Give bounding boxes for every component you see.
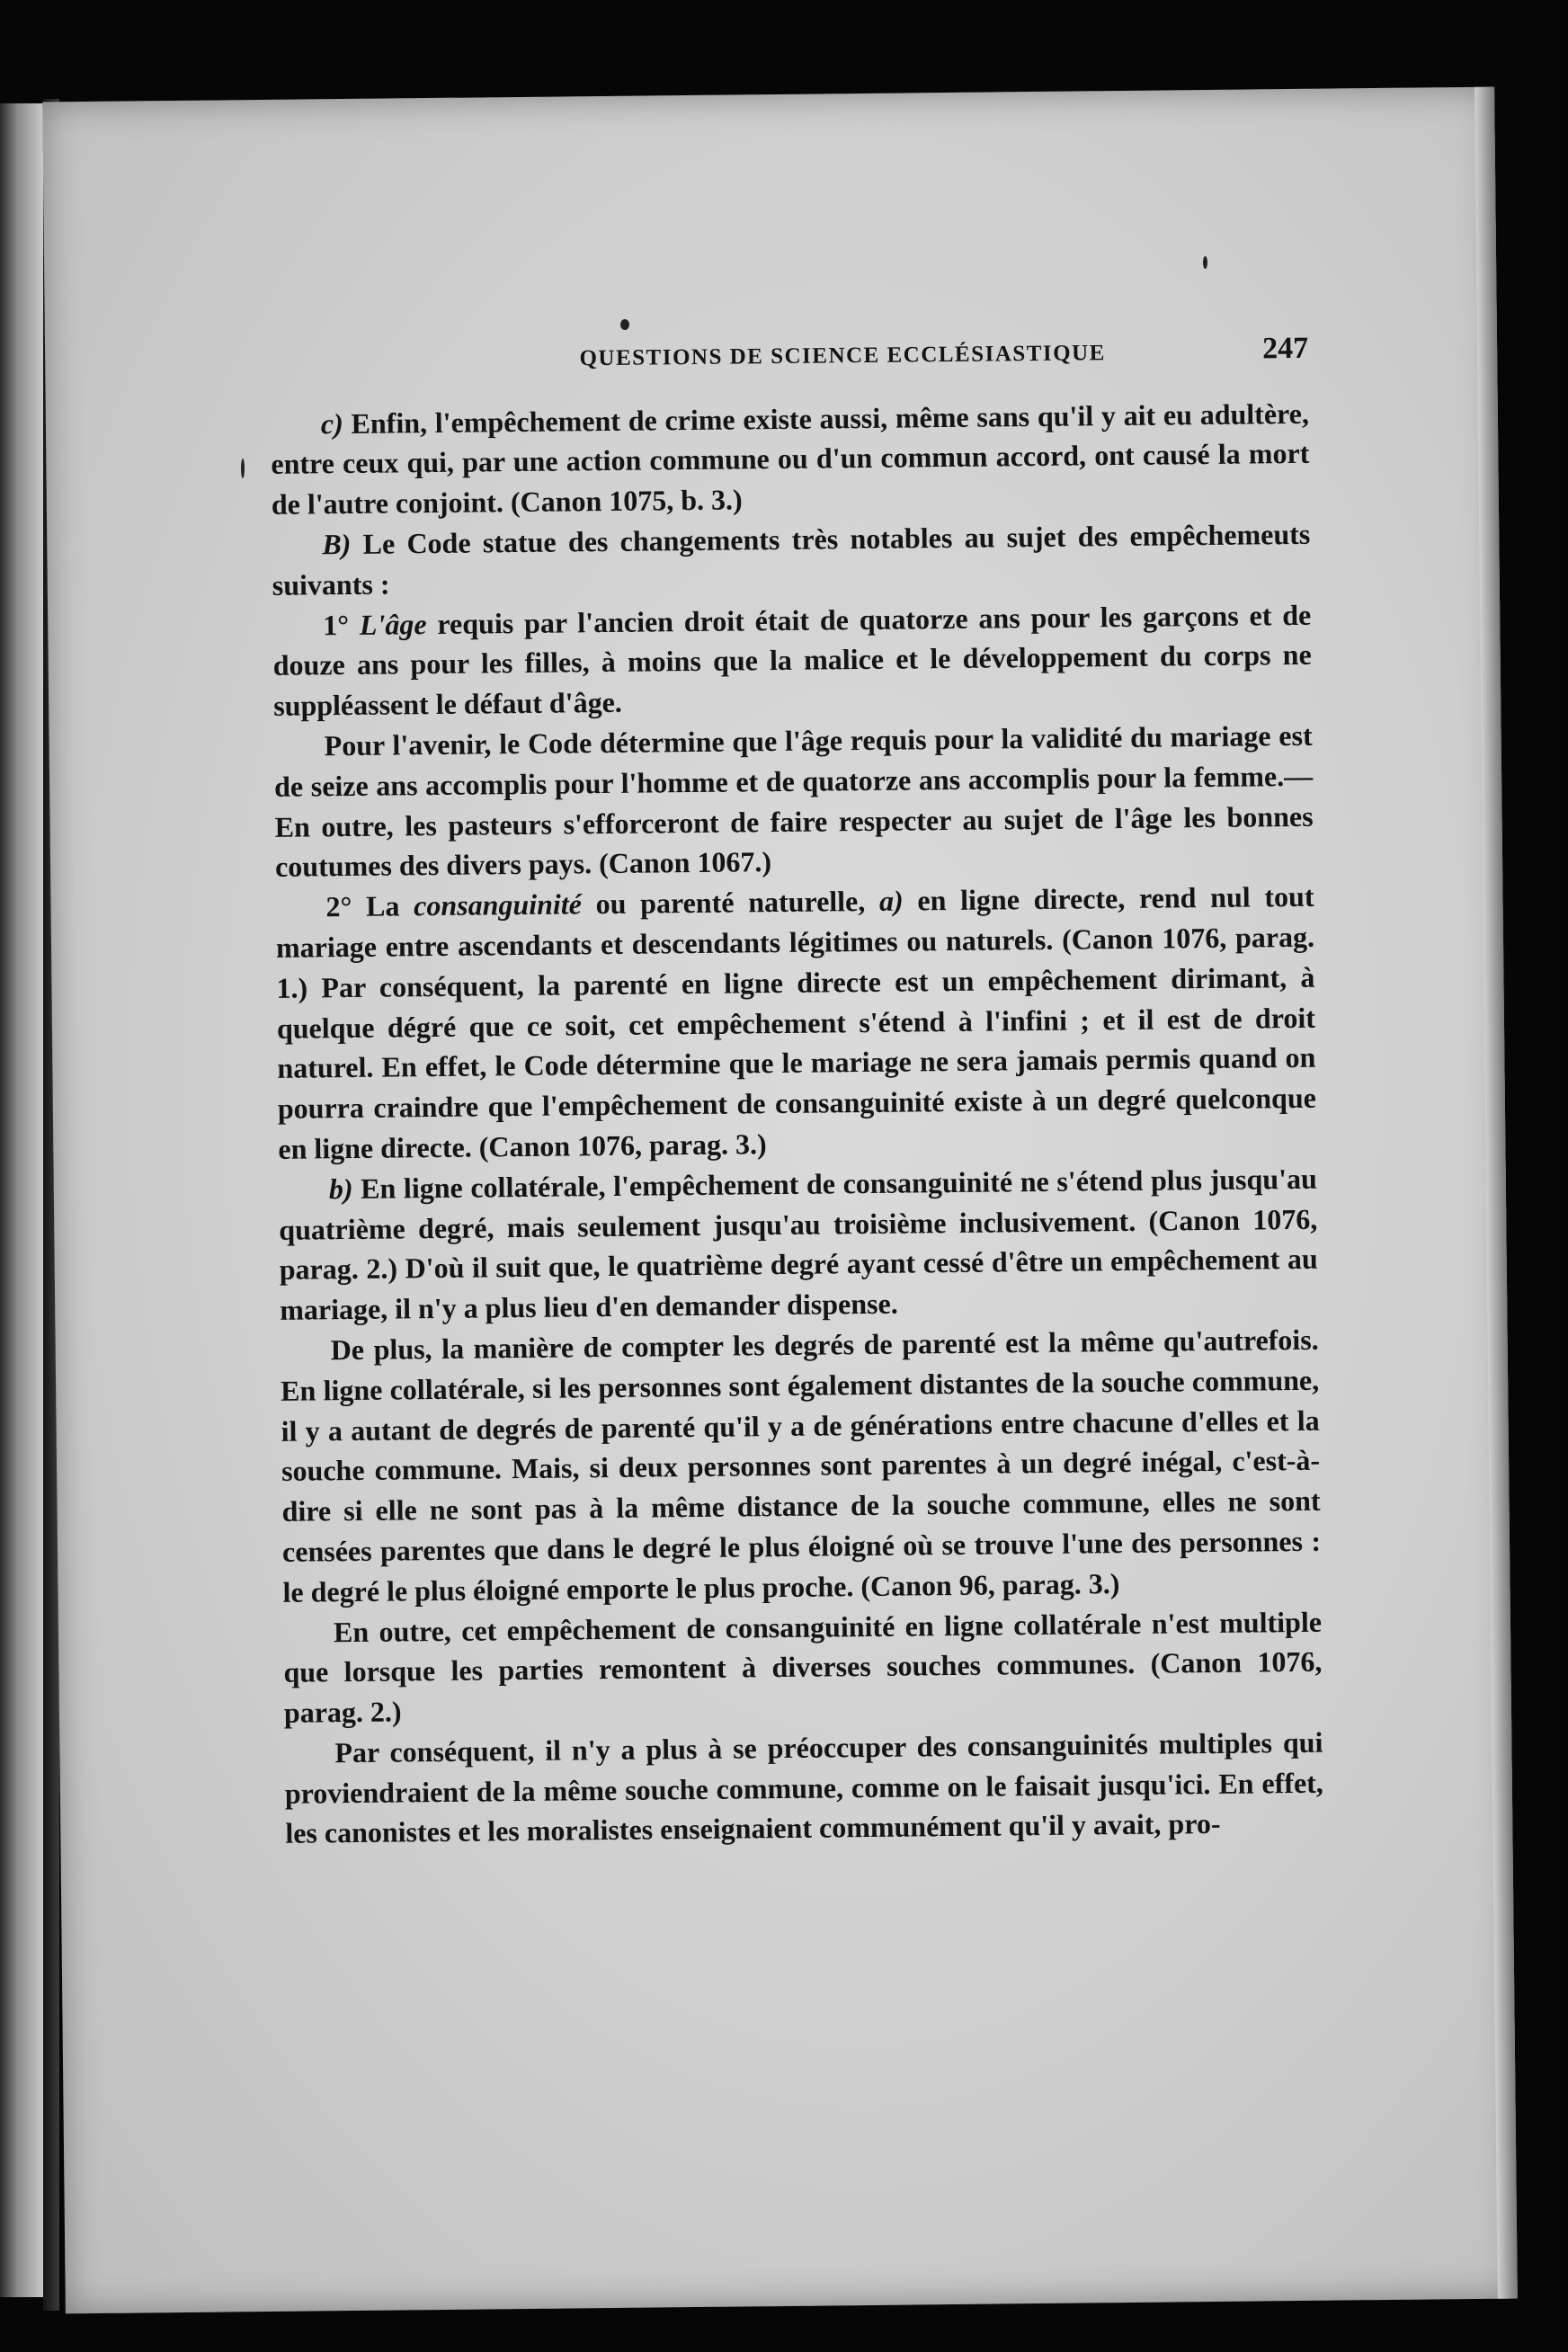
paragraph-text: Pour l'avenir, le Code détermine que l'âge requis pour la validité du mariage est de seize ans accomplis pour l'homme et de quatorze ans accomplis pour la femme.— En outre, les pasteurs s'efforceront de faire respecter au sujet de l'âge les bonnes coutumes des divers pays. (Canon 1067.) <box>273 718 1314 884</box>
paragraph-age-future <box>273 716 1314 887</box>
paragraph-text: requis par l'ancien droit était de quatorze ans pour les garçons et de douze ans pour les filles, à moins que la malice et le développement du corps ne suppléassent le défaut d'âge. <box>272 598 1312 723</box>
paragraph-text: en ligne directe, rend nul tout mariage entre ascendants et descendants légitimes ou naturels. (Canon 1076, parag. 1.) Par conséquent, la parenté en ligne directe est un empêchement dirimant, à quelque dégré que ce soit, cet empêchement s'étend à l'infini ; et il est de droit naturel. En effet, le Code détermine que le mariage ne sera jamais permis quand on pourra craindre que l'empêchement de consanguinité existe à un degré quelconque en ligne directe. (Canon 1076, parag. 3.) <box>275 879 1317 1165</box>
paragraph-term: consanguinité <box>413 887 583 922</box>
paragraph-consequence <box>284 1723 1323 1854</box>
previous-page-edge <box>0 103 43 2297</box>
paragraph-text: Par conséquent, il n'y a plus à se préoccuper des consanguinités multiples qui proviendraient de la même souche commune, comme on le faisait jusqu'ici. En effet, les canonistes et les moralistes enseignaient communément qu'il y avait, pro- <box>284 1725 1324 1850</box>
paragraph-number: 1° <box>323 608 350 641</box>
page-right-edge <box>1474 87 1518 2299</box>
paragraph-text: En outre, cet empêchement de consanguinité en ligne collatérale n'est multiple que lorsque les parties remontent à diverses souches communes. (Canon 1076, parag. 2.) <box>283 1605 1323 1729</box>
paragraph-collateral <box>279 1158 1319 1330</box>
paragraph-code-changes <box>272 514 1311 606</box>
paragraph-term: L'âge <box>359 607 427 641</box>
page-number: 247 <box>1261 331 1309 366</box>
paragraph-number: 2° La <box>325 889 400 923</box>
scan-speck <box>620 319 629 330</box>
paragraph-multiple <box>283 1601 1323 1733</box>
paragraph-consanguinity <box>275 877 1316 1170</box>
paragraph-crime <box>271 393 1310 524</box>
paragraph-text-before-marker: ou parenté naturelle, <box>581 884 880 921</box>
running-head <box>270 327 1308 381</box>
paragraph-lead: b) <box>328 1172 353 1205</box>
paragraph-lead: B) <box>322 527 352 561</box>
paragraph-lead: c) <box>320 406 343 440</box>
page-text-block <box>270 327 1324 1854</box>
paragraph-text: Le Code statue des changements très notables au sujet des empêchemeuts suivants : <box>272 517 1311 601</box>
paragraph-degree-counting <box>280 1320 1321 1613</box>
paragraph-text: Enfin, l'empêchement de crime existe aussi, même sans qu'il y ait eu adultère, entre ceux qui, par une action commune ou d'un commun accord, ont causé la mort de l'autre conjoint. (Canon 1075, b. 3.) <box>271 396 1310 521</box>
paragraph-text: En ligne collatérale, l'empêchement de consanguinité ne s'étend plus jusqu'au quatrième degré, mais seulement jusqu'au troisième inclusivement. (Canon 1076, parag. 2.) D'où il suit que, le quatrième degré ayant cessé d'être un empêchement au mariage, il n'y a plus lieu d'en demander dispense. <box>279 1162 1318 1326</box>
paragraph-marker: a) <box>878 884 904 917</box>
paragraph-text: De plus, la manière de compter les degrés de parenté est la même qu'autrefois. En ligne collatérale, si les personnes sont également distantes de la souche commune, il y a autant de degrés de parenté qu'il y a de générations entre chacune d'elles et la souche commune. Mais, si deux personnes sont parentes à un degré inégal, c'est-à-dire si elle ne sont pas à la même distance de la souche commune, elles ne sont censées parentes que dans le degré le plus éloigné où se trouve l'une des personnes : le degré le plus éloigné emporte le plus proche. (Canon 96, parag. 3.) <box>280 1323 1322 1608</box>
scan-speck <box>241 459 245 478</box>
scan-speck <box>1203 256 1207 269</box>
paragraph-age <box>272 594 1312 726</box>
book-page <box>42 87 1518 2314</box>
running-title: QUESTIONS DE SCIENCE ECCLÉSIASTIQUE <box>579 341 1106 371</box>
